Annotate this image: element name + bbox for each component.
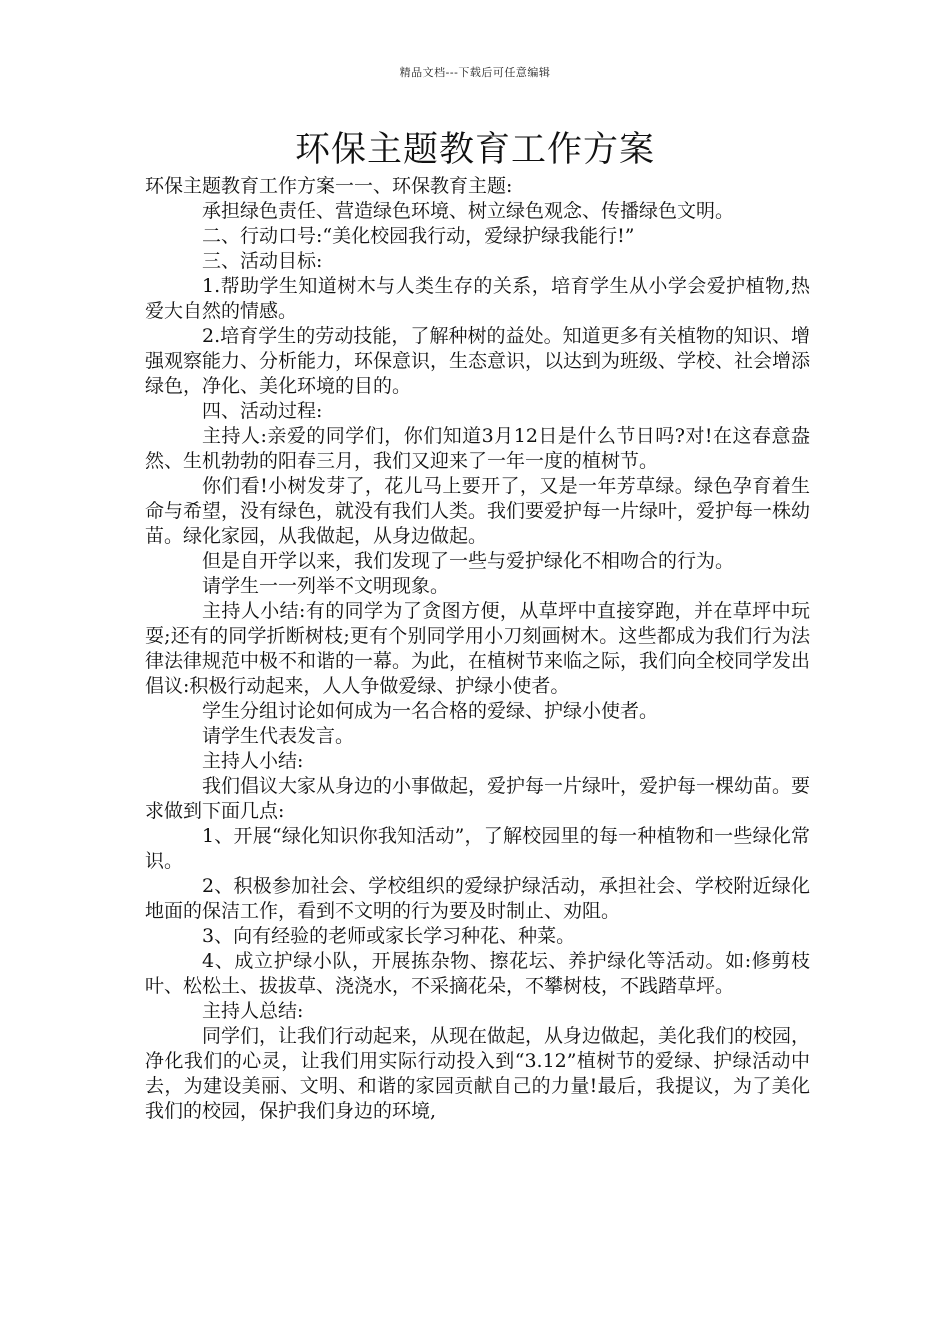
paragraph: 学生分组讨论如何成为一名合格的爱绿、护绿小使者。 xyxy=(202,700,659,722)
paragraph: 你们看!小树发芽了，花儿马上要开了，又是一年芳草绿。绿色孕育着生命与希望，没有绿色，就没有我们人类。我们要爱护每一片绿叶，爱护每一株幼苗。绿化家园，从我做起，从身边做起。 xyxy=(145,475,811,547)
paragraph: 1.帮助学生知道树木与人类生存的关系，培育学生从小学会爱护植物,热爱大自然的情感。 xyxy=(145,275,810,322)
paragraph: 主持人小结: xyxy=(202,750,304,772)
paragraph: 请学生代表发言。 xyxy=(202,725,355,747)
paragraph: 3、向有经验的老师或家长学习种花、种菜。 xyxy=(202,925,576,947)
paragraph: 主持人:亲爱的同学们，你们知道3月12日是什么节日吗?对!在这春意盎然、生机勃勃的阳春三月，我们又迎来了一年一度的植树节。 xyxy=(145,425,810,472)
paragraph: 同学们，让我们行动起来，从现在做起，从身边做起，美化我们的校园，净化我们的心灵，让我们用实际行动投入到“3.12”植树节的爱绿、护绿活动中去，为建设美丽、文明、和谐的家园贡献自己的力量!最后，我提议，为了美化我们的校园，保护我们身边的环境, xyxy=(145,1025,811,1122)
paragraph: 主持人小结:有的同学为了贪图方便，从草坪中直接穿跑，并在草坪中玩耍;还有的同学折断树枝;更有个别同学用小刀刻画树木。这些都成为我们行为法律法律规范中极不和谐的一幕。为此，在植树节来临之际，我们向全校同学发出倡议:积极行动起来，人人争做爱绿、护绿小使者。 xyxy=(145,600,811,697)
header-note: 精品文档---下载后可任意编辑 xyxy=(399,66,551,79)
paragraph: 承担绿色责任、营造绿色环境、树立绿色观念、传播绿色文明。 xyxy=(202,200,735,222)
paragraph: 三、活动目标: xyxy=(202,250,323,272)
paragraph: 但是自开学以来，我们发现了一些与爱护绿化不相吻合的行为。 xyxy=(202,550,735,572)
paragraph: 四、活动过程: xyxy=(202,400,323,422)
paragraph: 2.培育学生的劳动技能，了解种树的益处。知道更多有关植物的知识、增强观察能力、分析能力，环保意识，生态意识，以达到为班级、学校、社会增添绿色，净化、美化环境的目的。 xyxy=(145,325,811,397)
document-title: 环保主题教育工作方案 xyxy=(294,130,655,170)
document-body xyxy=(145,174,810,1124)
paragraph: 二、行动口号:“美化校园我行动，爱绿护绿我能行!” xyxy=(202,225,635,247)
paragraph: 2、积极参加社会、学校组织的爱绿护绿活动，承担社会、学校附近绿化地面的保洁工作，看到不文明的行为要及时制止、劝阻。 xyxy=(145,875,810,922)
paragraph: 4、成立护绿小队，开展拣杂物、擦花坛、养护绿化等活动。如:修剪枝叶、松松土、拔拔草、浇浇水，不采摘花朵，不攀树枝，不践踏草坪。 xyxy=(145,950,810,997)
paragraph: 1、开展“绿化知识你我知活动”，了解校园里的每一种植物和一些绿化常识。 xyxy=(145,825,810,872)
paragraph: 环保主题教育工作方案一一、环保教育主题: xyxy=(145,175,513,197)
paragraph: 主持人总结: xyxy=(202,1000,304,1022)
paragraph: 我们倡议大家从身边的小事做起，爱护每一片绿叶，爱护每一棵幼苗。要求做到下面几点: xyxy=(145,775,811,822)
paragraph: 请学生一一列举不文明现象。 xyxy=(202,575,450,597)
